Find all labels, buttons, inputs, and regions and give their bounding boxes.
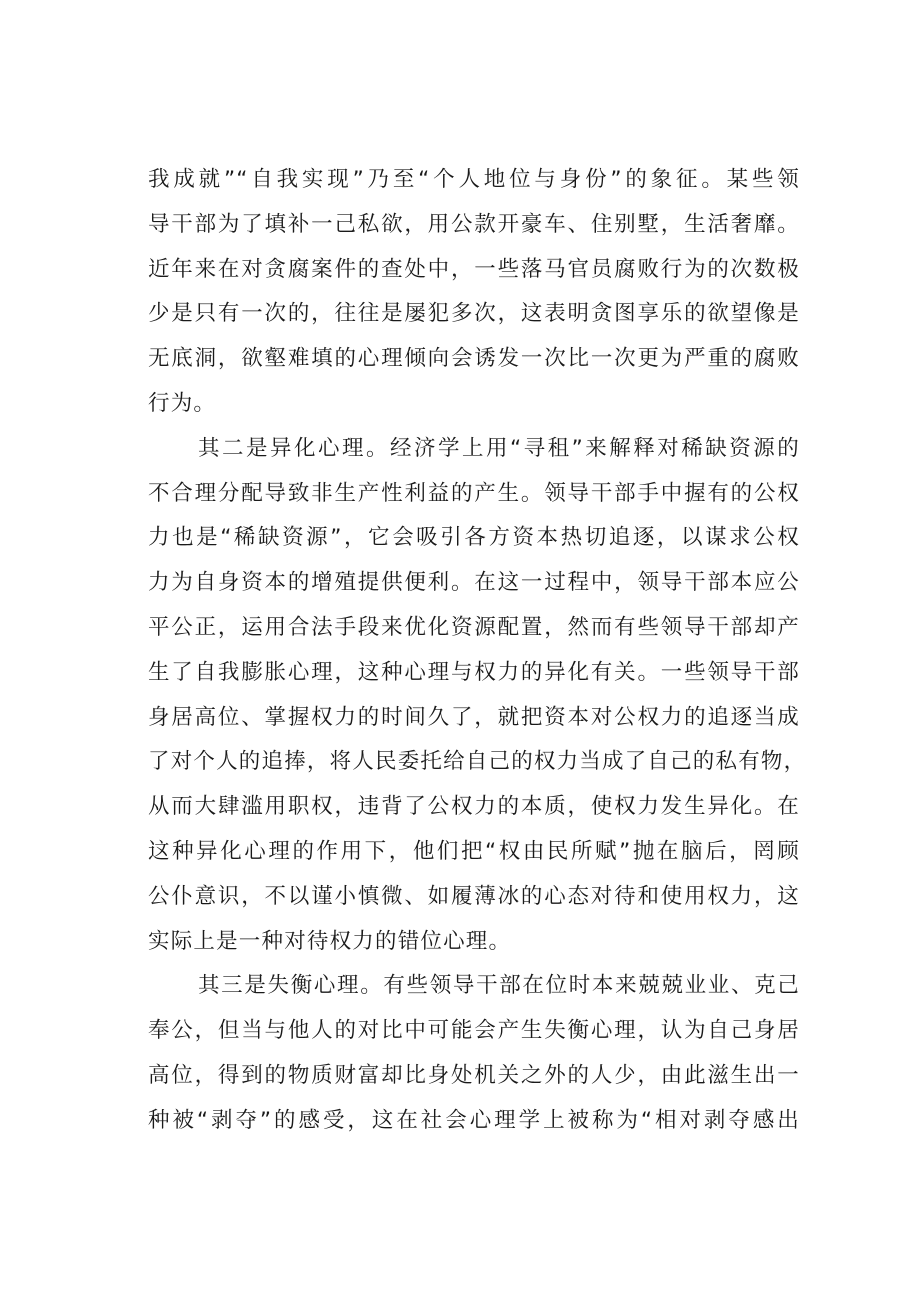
text-line: 平公正，运用合法手段来优化资源配置，然而有些领导干部却产 xyxy=(148,614,800,640)
text-line: 这种异化心理的作用下，他们把“权由民所赋”抛在脑后，罔顾 xyxy=(148,838,800,864)
text-line: 其二是异化心理。经济学上用“寻租”来解释对稀缺资源的 xyxy=(198,435,800,461)
paragraph-2 xyxy=(148,427,807,965)
document-body xyxy=(148,158,807,1144)
text-line: 生了自我膨胀心理，这种心理与权力的异化有关。一些领导干部 xyxy=(148,659,800,685)
text-line: 种被“剥夺”的感受，这在社会心理学上被称为“相对剥夺感出 xyxy=(148,1107,800,1133)
text-line: 实际上是一种对待权力的错位心理。 xyxy=(148,928,512,954)
paragraph-3 xyxy=(148,964,800,1143)
text-line: 无底洞，欲壑难填的心理倾向会诱发一次比一次更为严重的腐败 xyxy=(148,346,800,372)
text-line: 其三是失衡心理。有些领导干部在位时本来兢兢业业、克己 xyxy=(198,973,800,999)
text-line: 高位，得到的物质财富却比身处机关之外的人少，由此滋生出一 xyxy=(148,1062,800,1088)
text-line: 了对个人的追捧，将人民委托给自己的权力当成了自己的私有物， xyxy=(148,749,807,775)
text-line: 少是只有一次的，往往是屡犯多次，这表明贪图享乐的欲望像是 xyxy=(148,301,800,327)
text-line: 力为自身资本的增殖提供便利。在这一过程中，领导干部本应公 xyxy=(148,570,800,596)
paragraph-1 xyxy=(148,158,800,427)
text-line: 身居高位、掌握权力的时间久了，就把资本对公权力的追逐当成 xyxy=(148,704,800,730)
text-line: 行为。 xyxy=(148,390,217,416)
text-line: 从而大肆滥用职权，违背了公权力的本质，使权力发生异化。在 xyxy=(148,794,800,820)
text-line: 近年来在对贪腐案件的查处中，一些落马官员腐败行为的次数极 xyxy=(148,256,800,282)
text-line: 公仆意识，不以谨小慎微、如履薄冰的心态对待和使用权力，这 xyxy=(148,883,800,909)
text-line: 力也是“稀缺资源”，它会吸引各方资本热切追逐，以谋求公权 xyxy=(148,525,800,551)
text-line: 导干部为了填补一己私欲，用公款开豪车、住别墅，生活奢靡。 xyxy=(148,211,800,237)
text-line: 奉公，但当与他人的对比中可能会产生失衡心理，认为自己身居 xyxy=(148,1018,800,1044)
text-line: 我成就”“自我实现”乃至“个人地位与身份”的象征。某些领 xyxy=(148,167,800,192)
text-line: 不合理分配导致非生产性利益的产生。领导干部手中握有的公权 xyxy=(148,480,800,506)
